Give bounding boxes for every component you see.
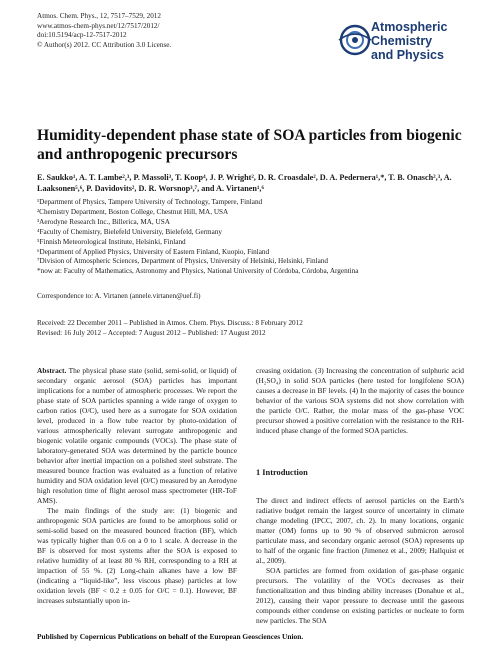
paper-title: Humidity-dependent phase state of SOA particles from biogenic and anthropogenic precursors: [37, 127, 462, 163]
publisher-footer: Published by Copernicus Publications on behalf of the European Geosciences Union.: [37, 632, 304, 641]
abstract-paragraph-2: The main findings of the study are: (1) biogenic and anthropogenic SOA particles are found to be amorphous solid or semi-solid based on the measured bounced fraction (BF), which was typically higher than 0.6 on a 0 to 1 scale. A decrease in the BF is observed for most systems after the SOA is exposed to relative humidity of at least 80 % RH, corresponding to a RH at impaction of 55 %. (2) Long-chain alkanes have a low BF (indicating a “liquid-like”, less viscous phase) particles at low oxidation levels (BF < 0.2 ± 0.05 for O/C = 0.1). However, BF increases substantially upon in-: [37, 506, 237, 605]
intro-paragraph-2: SOA particles are formed from oxidation of gas-phase organic precursors. The volatility of the VOCs decreases as their functionalization and thus binding ability increases (Donahue et al., 2012), causing their vapor pressure to decrease until the gaseous compounds either condense on existing particles or nucleate to form new particles. The SOA: [256, 566, 464, 625]
affiliation: ¹Department of Physics, Tampere University of Technology, Tampere, Finland: [37, 198, 263, 206]
journal-logo-text: [371, 20, 447, 62]
logo-line: Chemistry: [371, 34, 433, 48]
section-heading: 1 Introduction: [256, 468, 308, 477]
right-column: [256, 366, 464, 626]
author-list: E. Saukko¹, A. T. Lambe²,³, P. Massoli³, T. Koop⁴, J. P. Wright², D. R. Croasdale², D. A. Pedernera¹,*, T. B. Onasch²,³, A. Laaksonen⁵,⁶, P. Davidovits², D. R. Worsnop³,⁷, and A. Virtanen¹,⁶: [37, 173, 452, 194]
license: © Author(s) 2012. CC Attribution 3.0 License.: [37, 40, 172, 49]
logo-line: Atmospheric: [371, 20, 448, 34]
journal-logo: [335, 16, 465, 76]
affiliation: ³Aerodyne Research Inc., Billerica, MA, USA: [37, 217, 170, 226]
affiliation: *now at: Faculty of Mathematics, Astronomy and Physics, National University of Córdoba, Córdoba, Argentina: [37, 267, 359, 276]
journal-header: [37, 12, 463, 74]
intro-paragraph: The direct and indirect effects of aerosol particles on the Earth’s radiative budget remain the largest source of uncertainty in climate change modeling (IPCC, 2007, ch. 2). In many locations, organic matter (OM) forms up to 90 % of observed submicron aerosol particulate mass, and secondary organic aerosol (SOA) represents up to half of the organic fine fraction (Jimenez et al., 2009; Hallquist et al., 2009).: [256, 496, 464, 565]
journal-logo-icon: [335, 20, 375, 60]
citation-line: Atmos. Chem. Phys., 12, 7517–7529, 2012: [37, 12, 161, 20]
doi[interactable]: doi:10.5194/acp-12-7517-2012: [37, 31, 127, 40]
abstract-label: Abstract.: [37, 366, 67, 375]
publication-dates: [37, 318, 467, 338]
affiliation: ⁷Division of Atmospheric Sciences, Department of Physics, University of Helsinki, Helsinki, Finland: [37, 257, 328, 266]
left-column: [37, 366, 237, 606]
abstract-continuation: creasing oxidation. (3) Increasing the concentration of sulphuric acid (H₂SO₄) in solid SOA particles (here tested for longifolene SOA) causes a decrease in BF levels. (4) In the majority of cases the bounce behavior of the various SOA systems did not show correlation with the particle O/C. Rather, the molar mass of the gas-phase VOC precursor showed a positive correlation with the resistance to the RH-induced phase change of the formed SOA particles.: [256, 366, 464, 435]
affiliation: ⁵Finnish Meteorological Institute, Helsinki, Finland: [37, 237, 186, 246]
journal-url[interactable]: www.atmos-chem-phys.net/12/7517/2012/: [37, 21, 160, 30]
affiliation: ²Chemistry Department, Boston College, Chestnut Hill, MA, USA: [37, 207, 229, 216]
revised-line: Revised: 16 July 2012 – Accepted: 7 August 2012 – Published: 17 August 2012: [37, 329, 266, 337]
affiliation: ⁴Faculty of Chemistry, Bielefeld University, Bielefeld, Germany: [37, 227, 223, 236]
abstract-paragraph: [37, 366, 237, 506]
affiliations: [37, 198, 467, 277]
correspondence: Correspondence to: A. Virtanen (annele.virtanen@uef.fi): [37, 292, 201, 300]
journal-citation: [37, 12, 171, 50]
received-line: Received: 22 December 2011 – Published in Atmos. Chem. Phys. Discuss.: 8 February 2012: [37, 319, 303, 327]
logo-line: and Physics: [371, 48, 444, 62]
affiliation: ⁶Department of Applied Physics, University of Eastern Finland, Kuopio, Finland: [37, 247, 270, 256]
abstract-text: The physical phase state (solid, semi-solid, or liquid) of secondary organic aerosol (SOA) particles has important implications for a number of atmospheric processes. We report the phase state of SOA particles spanning a wide range of oxygen to carbon ratios (O/C), used here as a surrogate for SOA oxidation level, produced in a flow tube reactor by photo-oxidation of various atmospherically relevant surrogate anthropogenic and biogenic volatile organic compounds (VOCs). The phase state of laboratory-generated SOA was determined by the particle bounce behavior after inertial impaction on a polished steel substrate. The measured bounce fraction was evaluated as a function of relative humidity and SOA oxidation level (O/C) measured by an Aerodyne high resolution time of flight aerosol mass spectrometer (HR-ToF AMS).: [37, 366, 237, 505]
